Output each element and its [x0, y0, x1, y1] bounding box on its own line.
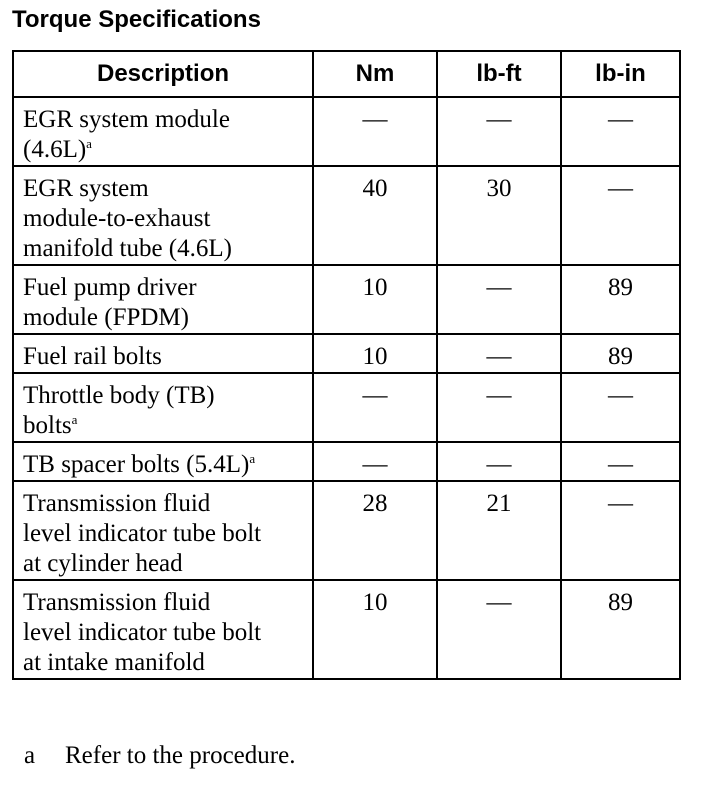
page-title: Torque Specifications — [12, 6, 261, 33]
nm-cell: — — [313, 442, 437, 481]
torque-spec-table — [12, 50, 681, 680]
header-lbft: lb-ft — [437, 51, 561, 97]
footnote-marker: a — [249, 451, 256, 466]
lbft-cell: — — [437, 334, 561, 373]
lbft-cell: — — [437, 373, 561, 442]
table-row — [13, 580, 680, 679]
nm-cell: 10 — [313, 580, 437, 679]
description-cell — [13, 481, 313, 580]
footnote-marker: a — [71, 412, 78, 427]
nm-cell: 10 — [313, 265, 437, 334]
header-nm: Nm — [313, 51, 437, 97]
table-footnote — [24, 741, 295, 771]
description-cell — [13, 373, 313, 442]
lbin-cell: — — [561, 481, 680, 580]
footnote-marker: a — [86, 136, 92, 151]
table-row — [13, 265, 680, 334]
description-line: Transmission fluid — [23, 490, 211, 517]
lbin-cell: — — [561, 373, 680, 442]
description-line: level indicator tube bolt — [23, 619, 262, 646]
lbft-cell: 30 — [437, 166, 561, 265]
table-row — [13, 334, 680, 373]
lbft-cell: — — [437, 265, 561, 334]
description-line: bolts — [23, 412, 72, 439]
description-line: Throttle body (TB) — [23, 382, 215, 409]
lbin-cell: 89 — [561, 265, 680, 334]
description-line: manifold tube (4.6L) — [23, 235, 232, 262]
lbft-cell: — — [437, 442, 561, 481]
description-cell — [13, 334, 313, 373]
nm-cell: — — [313, 97, 437, 166]
table-row — [13, 373, 680, 442]
nm-cell: 28 — [313, 481, 437, 580]
description-line: at intake manifold — [23, 649, 205, 676]
lbin-cell: 89 — [561, 334, 680, 373]
footnote-marker-label: a — [24, 742, 36, 769]
header-description: Description — [13, 51, 313, 97]
description-line: Transmission fluid — [23, 589, 211, 616]
table-row — [13, 442, 680, 481]
nm-cell: — — [313, 373, 437, 442]
description-cell — [13, 97, 313, 166]
lbin-cell: 89 — [561, 580, 680, 679]
description-cell — [13, 442, 313, 481]
nm-cell: 10 — [313, 334, 437, 373]
lbin-cell: — — [561, 166, 680, 265]
description-line: (4.6L) — [23, 136, 87, 163]
nm-cell: 40 — [313, 166, 437, 265]
table-header-row — [13, 51, 680, 97]
lbin-cell: — — [561, 97, 680, 166]
lbft-cell: — — [437, 580, 561, 679]
description-line: at cylinder head — [23, 550, 183, 577]
description-line: module (FPDM) — [23, 304, 189, 331]
lbft-cell: — — [437, 97, 561, 166]
description-line: TB spacer bolts (5.4L) — [23, 451, 250, 478]
description-line: EGR system module — [23, 106, 230, 133]
description-cell — [13, 166, 313, 265]
header-lbin: lb-in — [561, 51, 680, 97]
description-line: module-to-exhaust — [23, 205, 211, 232]
table-row — [13, 166, 680, 265]
description-cell — [13, 580, 313, 679]
description-line: Fuel rail bolts — [23, 343, 162, 370]
footnote-text: Refer to the procedure. — [65, 742, 296, 769]
description-line: Fuel pump driver — [23, 274, 197, 301]
table-row — [13, 97, 680, 166]
description-line: EGR system — [23, 175, 149, 202]
lbft-cell: 21 — [437, 481, 561, 580]
lbin-cell: — — [561, 442, 680, 481]
description-line: level indicator tube bolt — [23, 520, 262, 547]
table-row — [13, 481, 680, 580]
description-cell — [13, 265, 313, 334]
